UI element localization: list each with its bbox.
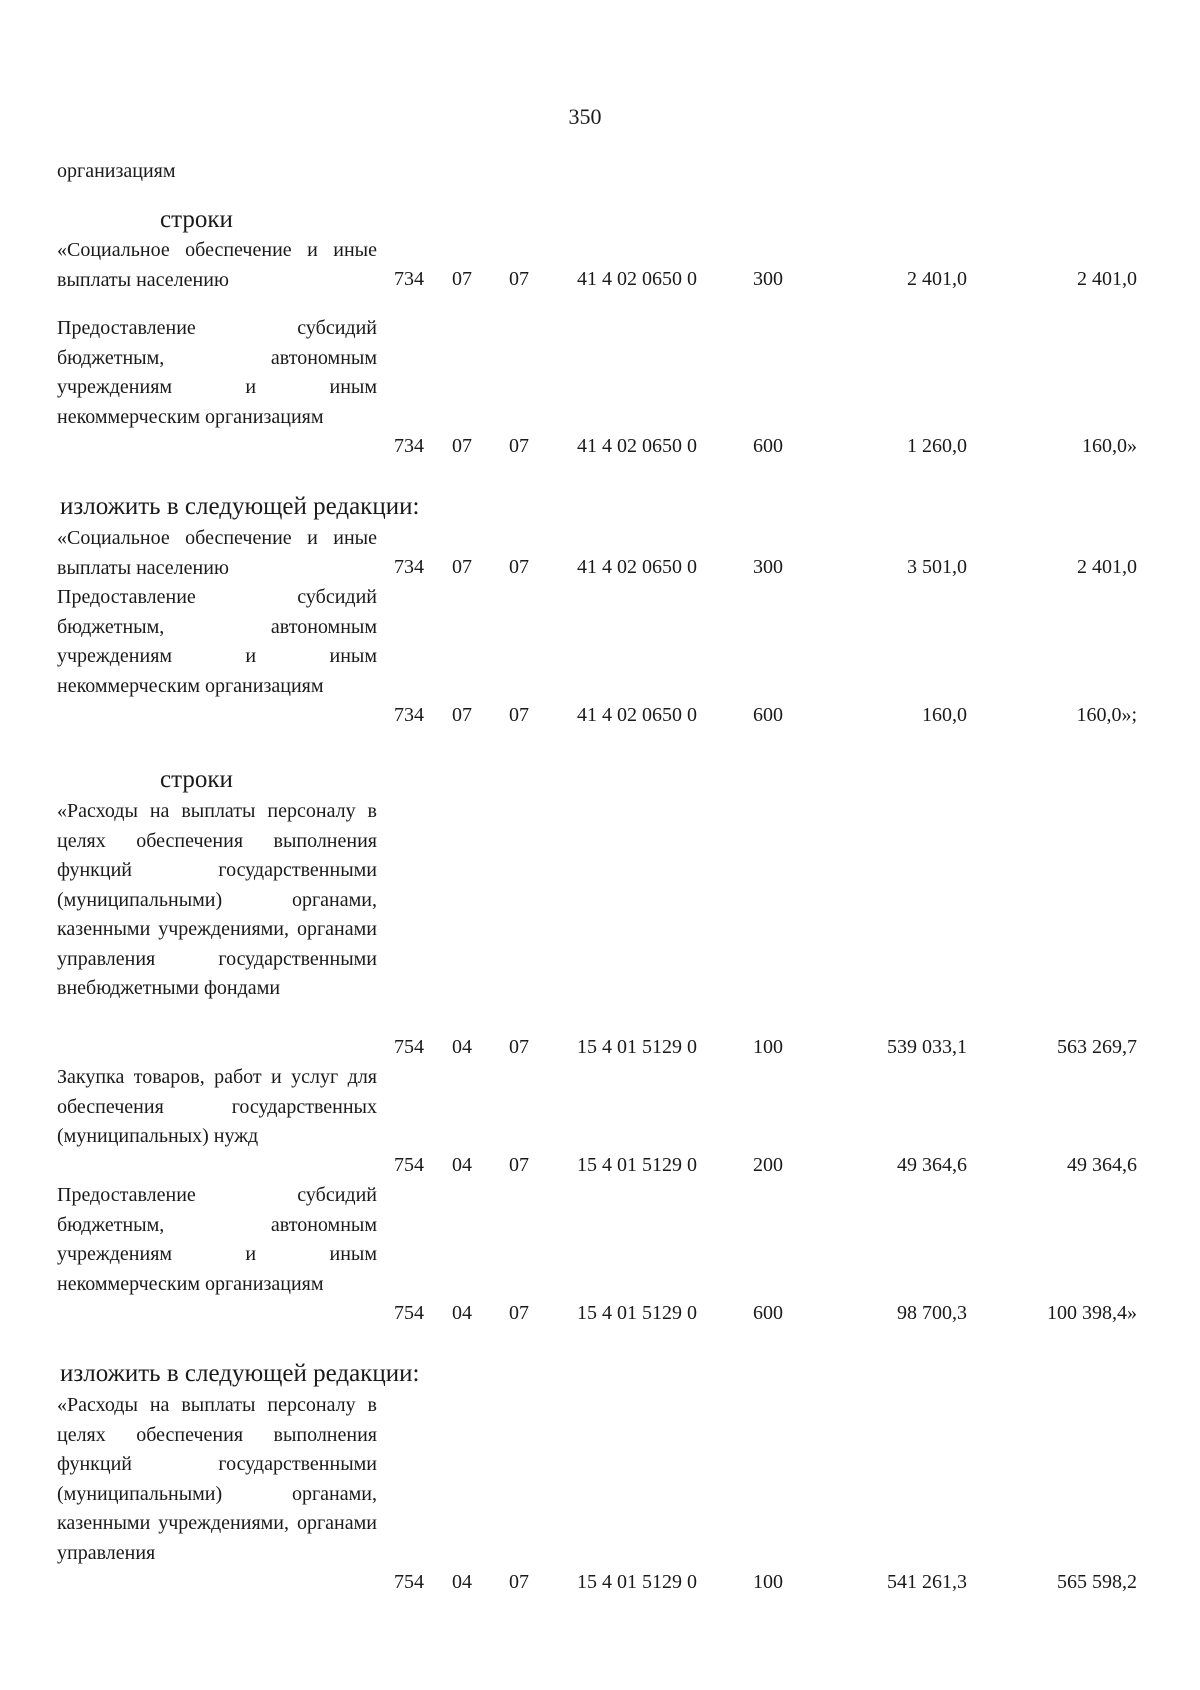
cell-sum-year1: 1 260,0 (907, 435, 967, 457)
cell-sum-year1: 160,0 (922, 704, 967, 726)
cell-vr: 300 (753, 556, 783, 578)
cell-glav: 734 (394, 435, 424, 457)
cell-sum-year2: 160,0»; (1076, 704, 1137, 726)
cell-sum-year1: 541 261,3 (887, 1571, 967, 1593)
row-description: Предоставление субсидий бюджетным, автономным учреждениям и иным некоммерческим организациям (57, 586, 377, 697)
cell-sum-year1: 49 364,6 (897, 1154, 967, 1176)
row-description: Закупка товаров, работ и услуг для обеспечения государственных (муниципальных) нужд (57, 1066, 377, 1147)
cell-sum-year1: 539 033,1 (887, 1036, 967, 1058)
cell-rz: 07 (452, 704, 472, 726)
row-description: «Социальное обеспечение и иные выплаты населению (57, 527, 377, 579)
cell-sum-year2: 49 364,6 (1067, 1154, 1137, 1176)
cell-pr: 07 (509, 1154, 529, 1176)
cell-pr: 07 (509, 268, 529, 290)
cell-csr: 41 4 02 0650 0 (577, 268, 697, 290)
cell-pr: 07 (509, 1571, 529, 1593)
cell-glav: 734 (394, 556, 424, 578)
cell-pr: 07 (509, 1036, 529, 1058)
cell-sum-year2: 100 398,4» (1047, 1302, 1137, 1324)
cell-rz: 04 (452, 1154, 472, 1176)
previous-row-tail: организациям (57, 160, 176, 182)
cell-sum-year2: 563 269,7 (1057, 1036, 1137, 1058)
page-number: 350 (568, 104, 602, 129)
cell-glav: 734 (394, 704, 424, 726)
row-description: «Социальное обеспечение и иные выплаты населению (57, 239, 377, 291)
cell-rz: 04 (452, 1302, 472, 1324)
cell-glav: 734 (394, 268, 424, 290)
cell-sum-year1: 98 700,3 (897, 1302, 967, 1324)
cell-sum-year2: 2 401,0 (1077, 556, 1137, 578)
section-heading: изложить в следующей редакции: (60, 1360, 420, 1387)
cell-rz: 07 (452, 435, 472, 457)
section-heading: строки (160, 766, 233, 793)
row-description: «Расходы на выплаты персоналу в целях обеспечения выполнения функций государственными (муниципальными) органами, казенными учреждениями, органами управления (57, 1394, 377, 1564)
cell-sum-year2: 565 598,2 (1057, 1571, 1137, 1593)
cell-rz: 04 (452, 1571, 472, 1593)
cell-csr: 15 4 01 5129 0 (577, 1154, 697, 1176)
cell-vr: 100 (753, 1036, 783, 1058)
cell-csr: 15 4 01 5129 0 (577, 1036, 697, 1058)
row-description: Предоставление субсидий бюджетным, автономным учреждениям и иным некоммерческим организациям (57, 1184, 377, 1295)
cell-vr: 600 (753, 704, 783, 726)
section-heading: строки (160, 206, 233, 233)
cell-pr: 07 (509, 704, 529, 726)
cell-glav: 754 (394, 1154, 424, 1176)
cell-csr: 15 4 01 5129 0 (577, 1302, 697, 1324)
cell-csr: 41 4 02 0650 0 (577, 704, 697, 726)
cell-rz: 07 (452, 556, 472, 578)
cell-rz: 04 (452, 1036, 472, 1058)
cell-vr: 200 (753, 1154, 783, 1176)
cell-glav: 754 (394, 1302, 424, 1324)
cell-csr: 15 4 01 5129 0 (577, 1571, 697, 1593)
cell-pr: 07 (509, 435, 529, 457)
cell-csr: 41 4 02 0650 0 (577, 435, 697, 457)
cell-vr: 600 (753, 435, 783, 457)
cell-vr: 100 (753, 1571, 783, 1593)
cell-vr: 600 (753, 1302, 783, 1324)
cell-sum-year2: 2 401,0 (1077, 268, 1137, 290)
cell-sum-year1: 3 501,0 (907, 556, 967, 578)
cell-pr: 07 (509, 1302, 529, 1324)
cell-glav: 754 (394, 1571, 424, 1593)
cell-sum-year2: 160,0» (1082, 435, 1137, 457)
row-description: Предоставление субсидий бюджетным, автономным учреждениям и иным некоммерческим организациям (57, 317, 377, 428)
cell-sum-year1: 2 401,0 (907, 268, 967, 290)
cell-rz: 07 (452, 268, 472, 290)
section-heading: изложить в следующей редакции: (60, 493, 420, 520)
cell-csr: 41 4 02 0650 0 (577, 556, 697, 578)
row-description: «Расходы на выплаты персоналу в целях обеспечения выполнения функций государственными (муниципальными) органами, казенными учреждениями, органами управления государственными внебюджетными фондами (57, 800, 377, 999)
cell-pr: 07 (509, 556, 529, 578)
cell-vr: 300 (753, 268, 783, 290)
cell-glav: 754 (394, 1036, 424, 1058)
